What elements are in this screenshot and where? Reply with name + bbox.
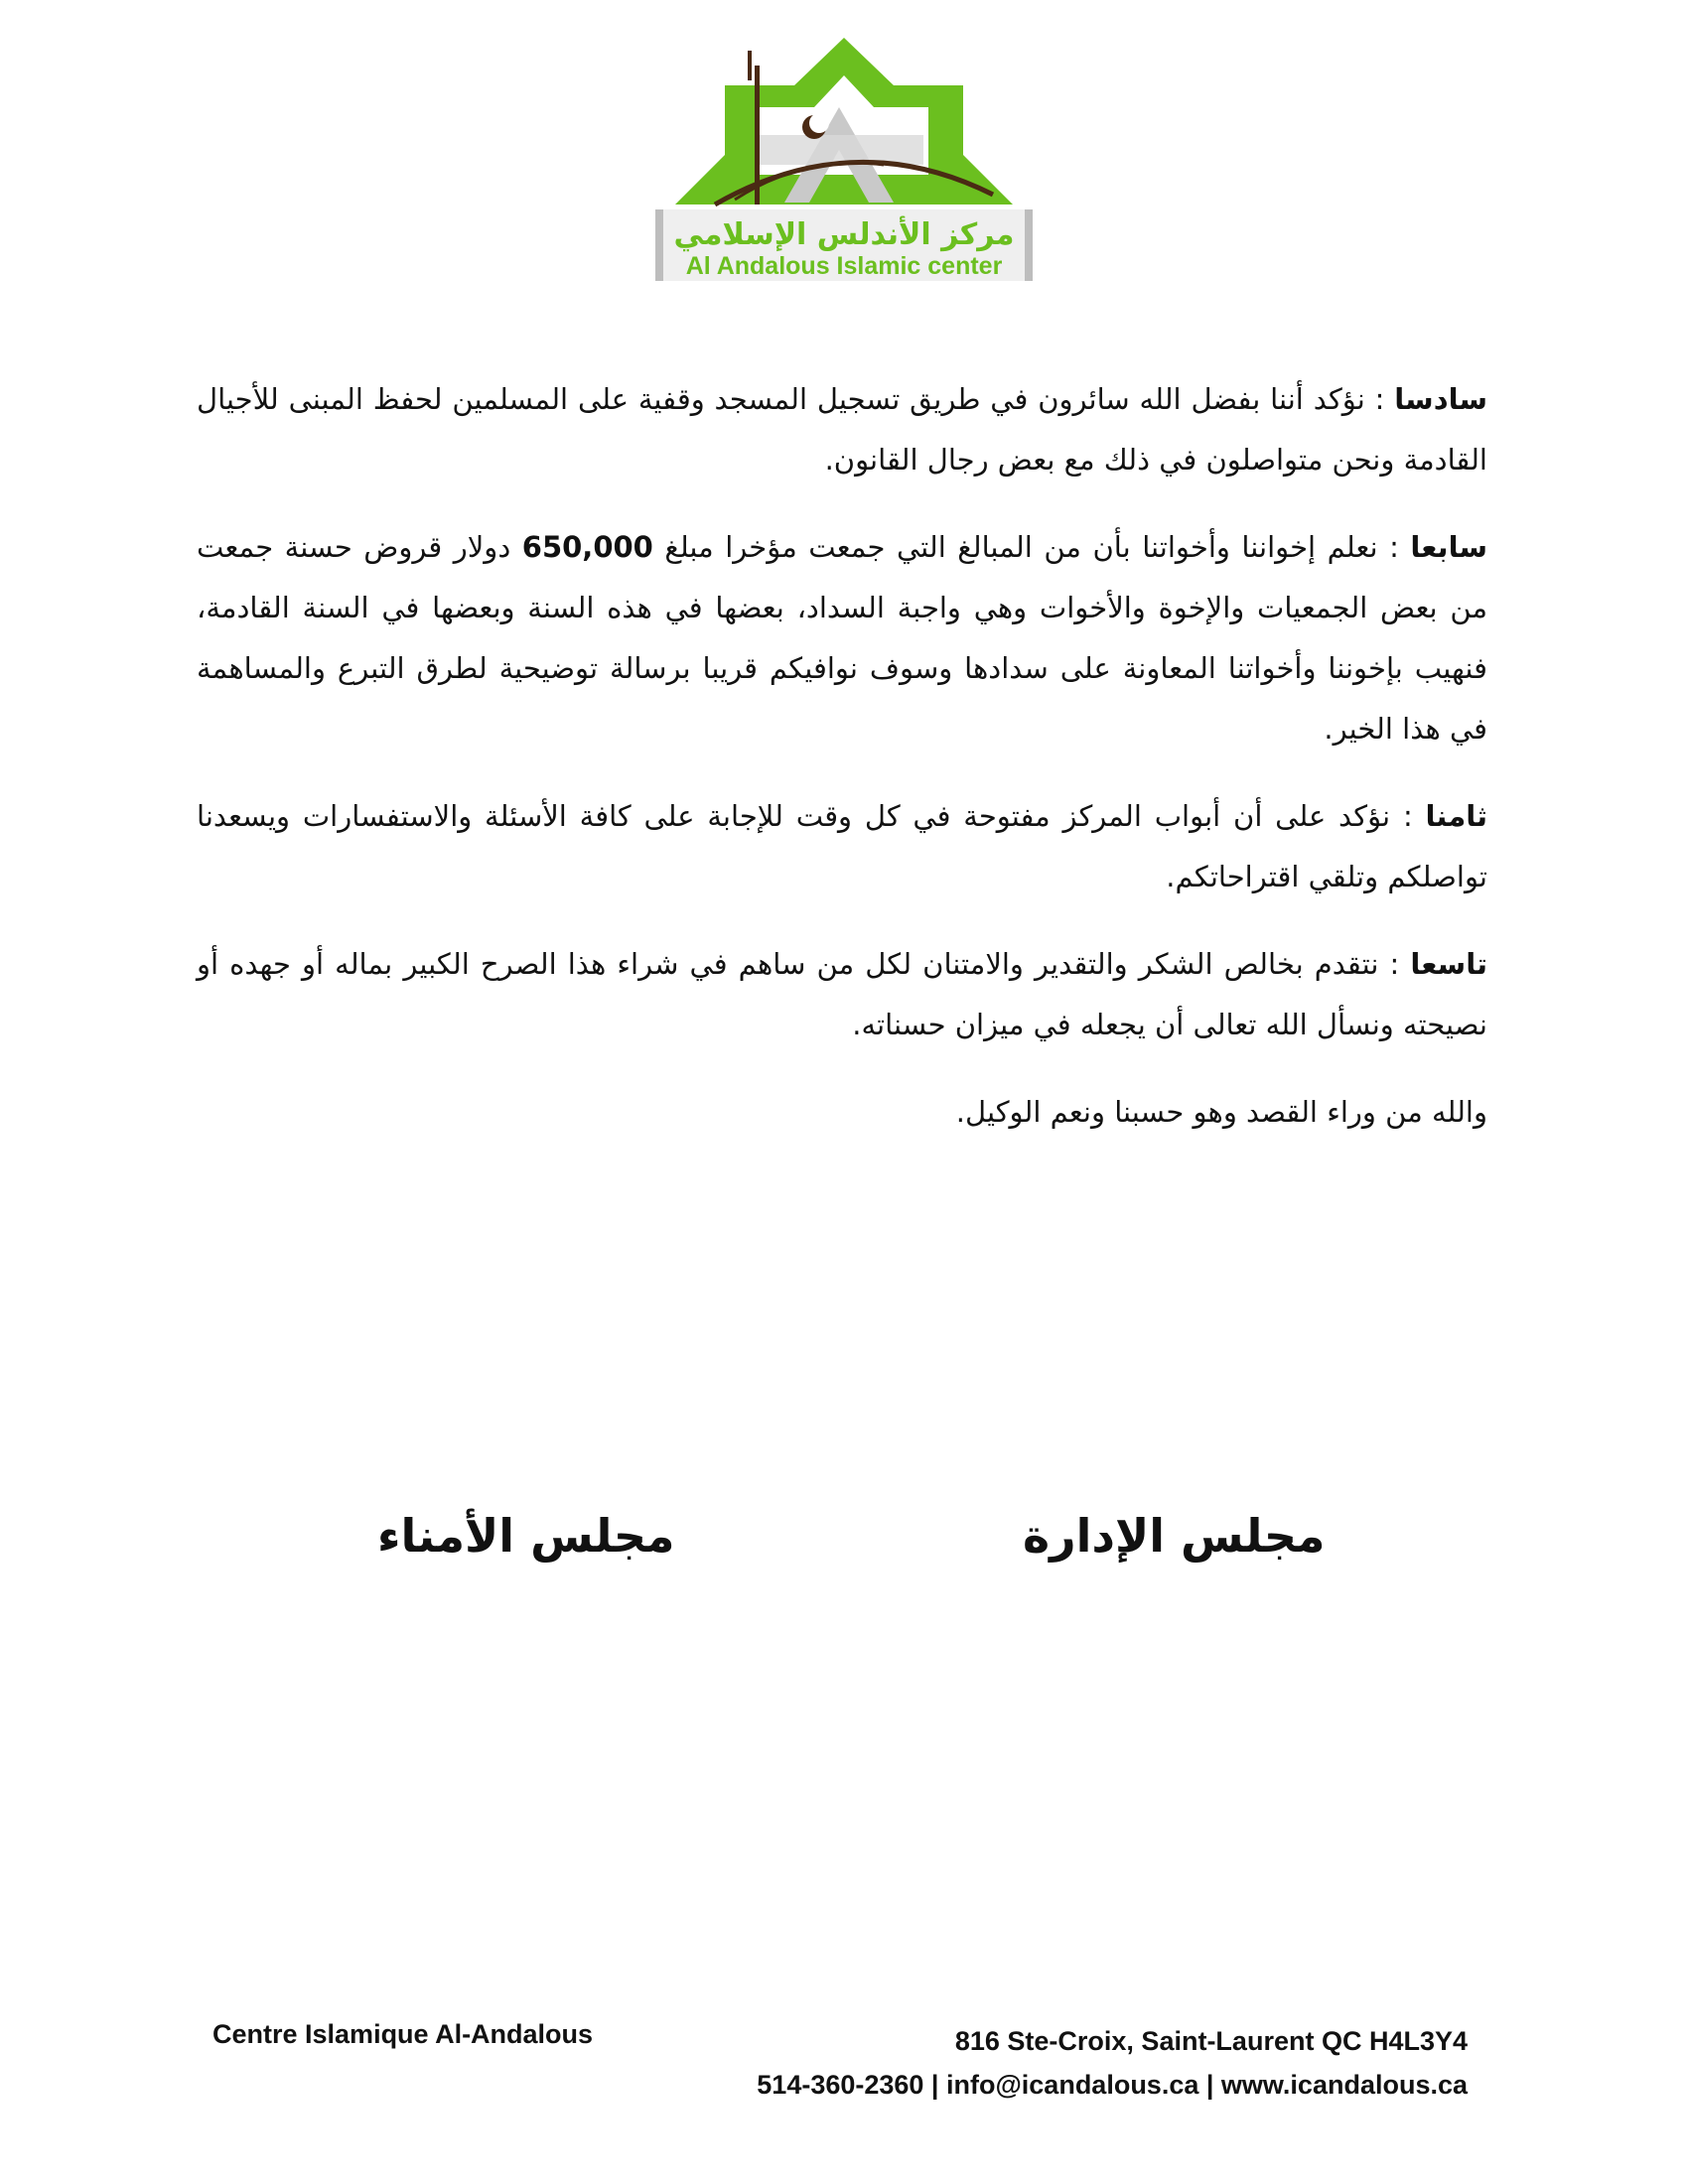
separator: : [1390, 799, 1426, 833]
footer-contact: 514-360-2360 | info@icandalous.ca | www.icandalous.ca [757, 2070, 1468, 2100]
paragraph-label: سابعا [1410, 530, 1487, 564]
signature-admin-board: مجلس الإدارة [1023, 1509, 1326, 1563]
signature-trustees-board: مجلس الأمناء [377, 1509, 675, 1563]
footer-org-name: Centre Islamique Al-Andalous [212, 2019, 594, 2049]
paragraph-text: نعلم إخواننا وأخواتنا بأن من المبالغ التي جمعت مؤخرا مبلغ [652, 530, 1378, 564]
closing-line: والله من وراء القصد وهو حسبنا ونعم الوكيل. [955, 1095, 1487, 1129]
paragraph-ninth [197, 934, 1487, 1055]
paragraph-eighth [197, 786, 1487, 907]
letter-body [197, 369, 1487, 1169]
mosque-logo-icon [635, 36, 1053, 289]
logo-arabic-text: مركز الأندلس الإسلامي [673, 217, 1015, 252]
separator: : [1378, 947, 1411, 981]
footer-address: 816 Ste-Croix, Saint-Laurent QC H4L3Y4 [954, 2026, 1468, 2056]
paragraph-text: نتقدم بخالص الشكر والتقدير والامتنان لكل من ساهم في شراء هذا الصرح الكبير بماله أو جهده أو نصيحته ونسأل الله تعالى أن يجعله في ميزان حسناته. [197, 947, 1487, 1041]
paragraph-label: تاسعا [1410, 947, 1487, 981]
loan-amount: 650,000 [521, 530, 653, 564]
paragraph-label: ثامنا [1425, 799, 1487, 833]
footer-contact-block [757, 2019, 1468, 2107]
separator: : [1377, 530, 1411, 564]
paragraph-text: دولار قروض حسنة جمعت من بعض الجمعيات والإخوة والأخوات وهي واجبة السداد، بعضها في هذه السنة وبعضها في السنة القادمة، فنهيب بإخوننا وأخواتنا المعاونة على سدادها وسوف نوافيكم قريبا برسالة توضيحية لطرق التبرع والمساهمة في هذا الخير. [197, 530, 1487, 746]
separator: : [1364, 382, 1395, 416]
paragraph-label: سادسا [1394, 382, 1487, 416]
logo-english-text: Al Andalous Islamic center [685, 252, 1003, 280]
paragraph-text: نؤكد أننا بفضل الله سائرون في طريق تسجيل المسجد وقفية على المسلمين لحفظ المبنى للأجيال القادمة ونحن متواصلون في ذلك مع بعض رجال القانون. [197, 382, 1487, 477]
paragraph-seventh [197, 517, 1487, 759]
logo [635, 36, 1053, 289]
paragraph-text: نؤكد على أن أبواب المركز مفتوحة في كل وقت للإجابة على كافة الأسئلة والاستفسارات ويسعدنا تواصلكم وتلقي اقتراحاتكم. [197, 799, 1487, 893]
paragraph-sixth [197, 369, 1487, 490]
